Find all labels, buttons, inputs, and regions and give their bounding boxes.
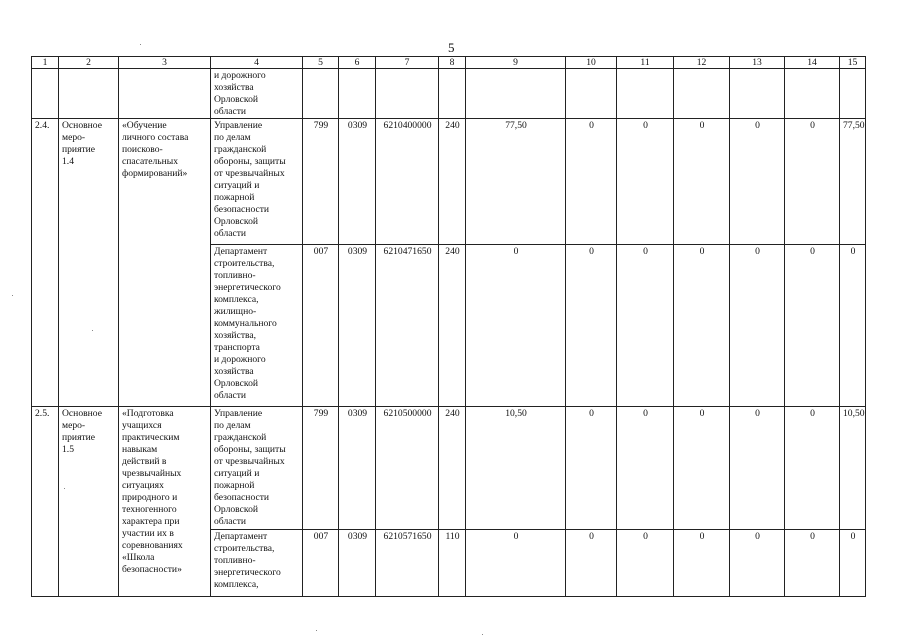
value-cell: 0309 (339, 245, 376, 407)
value-cell: 007 (303, 530, 339, 597)
scan-speck (12, 295, 13, 296)
column-header: 14 (785, 57, 840, 69)
value-cell: 0 (566, 245, 617, 407)
table-row (32, 69, 866, 119)
item-number: 2.5. (32, 407, 59, 597)
item-name: «Подготовка учащихся практическим навыкам действий в чрезвычайных ситуациях природного и техногенного характера при участии их в соревнованиях «Школа безопасности» (119, 407, 211, 597)
value-cell: 0 (730, 407, 785, 530)
value-cell: 0 (730, 530, 785, 597)
scan-speck (64, 488, 65, 489)
column-header: 9 (466, 57, 566, 69)
value-cell (730, 69, 785, 119)
item-name: «Обучение личного состава поисково- спасательных формирований» (119, 119, 211, 407)
value-cell: 0 (785, 407, 840, 530)
budget-table (31, 56, 866, 597)
value-cell: 0 (785, 530, 840, 597)
scan-speck (140, 44, 141, 45)
value-cell: 0 (840, 530, 866, 597)
value-cell: 007 (303, 245, 339, 407)
value-cell: 0 (617, 245, 674, 407)
value-cell: 0 (840, 245, 866, 407)
value-cell: 6210471650 (376, 245, 439, 407)
value-cell: 0 (566, 119, 617, 245)
item-number: 2.4. (32, 119, 59, 407)
responsible-org: Департамент строительства, топливно- энергетического комплекса, (211, 530, 303, 597)
value-cell: 110 (439, 530, 466, 597)
responsible-org: Департамент строительства, топливно- энергетического комплекса, жилищно- коммунального хозяйства, транспорта и дорожного хозяйства Орловской области (211, 245, 303, 407)
value-cell: 0 (785, 245, 840, 407)
value-cell (840, 69, 866, 119)
value-cell: 240 (439, 407, 466, 530)
column-header: 7 (376, 57, 439, 69)
value-cell: 799 (303, 119, 339, 245)
responsible-org: Управление по делам гражданской обороны, защиты от чрезвычайных ситуаций и пожарной безопасности Орловской области (211, 119, 303, 245)
value-cell: 0 (674, 407, 730, 530)
value-cell: 0 (566, 530, 617, 597)
scan-speck (482, 634, 483, 635)
column-header: 4 (211, 57, 303, 69)
column-header: 15 (840, 57, 866, 69)
value-cell: 0 (674, 245, 730, 407)
value-cell: 0 (466, 530, 566, 597)
value-cell: 6210400000 (376, 119, 439, 245)
value-cell: 0 (674, 530, 730, 597)
value-cell: 6210571650 (376, 530, 439, 597)
item-name (119, 69, 211, 119)
value-cell: 10,50 (840, 407, 866, 530)
value-cell: 0 (730, 119, 785, 245)
value-cell (339, 69, 376, 119)
table-row (32, 119, 866, 245)
column-header: 1 (32, 57, 59, 69)
value-cell (303, 69, 339, 119)
value-cell: 0309 (339, 530, 376, 597)
value-cell (439, 69, 466, 119)
column-header: 8 (439, 57, 466, 69)
column-header: 2 (59, 57, 119, 69)
column-header: 12 (674, 57, 730, 69)
column-header: 11 (617, 57, 674, 69)
value-cell (674, 69, 730, 119)
value-cell: 0309 (339, 407, 376, 530)
value-cell: 0 (466, 245, 566, 407)
column-number-row (32, 57, 866, 69)
value-cell: 0 (785, 119, 840, 245)
column-header: 3 (119, 57, 211, 69)
value-cell: 0 (617, 407, 674, 530)
item-type (59, 69, 119, 119)
column-header: 13 (730, 57, 785, 69)
item-number (32, 69, 59, 119)
responsible-org: и дорожного хозяйства Орловской области (211, 69, 303, 119)
value-cell (376, 69, 439, 119)
value-cell (617, 69, 674, 119)
responsible-org: Управление по делам гражданской обороны, защиты от чрезвычайных ситуаций и пожарной безопасности Орловской области (211, 407, 303, 530)
table-row (32, 407, 866, 530)
value-cell (566, 69, 617, 119)
item-type: Основное меро- приятие 1.5 (59, 407, 119, 597)
value-cell: 0 (730, 245, 785, 407)
value-cell: 0309 (339, 119, 376, 245)
value-cell: 0 (566, 407, 617, 530)
value-cell: 77,50 (466, 119, 566, 245)
value-cell: 10,50 (466, 407, 566, 530)
column-header: 10 (566, 57, 617, 69)
column-header: 5 (303, 57, 339, 69)
value-cell: 240 (439, 245, 466, 407)
value-cell: 0 (617, 530, 674, 597)
column-header: 6 (339, 57, 376, 69)
value-cell: 77,50 (840, 119, 866, 245)
value-cell (466, 69, 566, 119)
value-cell: 0 (617, 119, 674, 245)
value-cell: 6210500000 (376, 407, 439, 530)
page-number: 5 (448, 40, 455, 55)
value-cell: 799 (303, 407, 339, 530)
item-type: Основное меро- приятие 1.4 (59, 119, 119, 407)
scan-speck (316, 630, 317, 631)
value-cell: 240 (439, 119, 466, 245)
value-cell (785, 69, 840, 119)
scan-speck (92, 330, 93, 331)
value-cell: 0 (674, 119, 730, 245)
